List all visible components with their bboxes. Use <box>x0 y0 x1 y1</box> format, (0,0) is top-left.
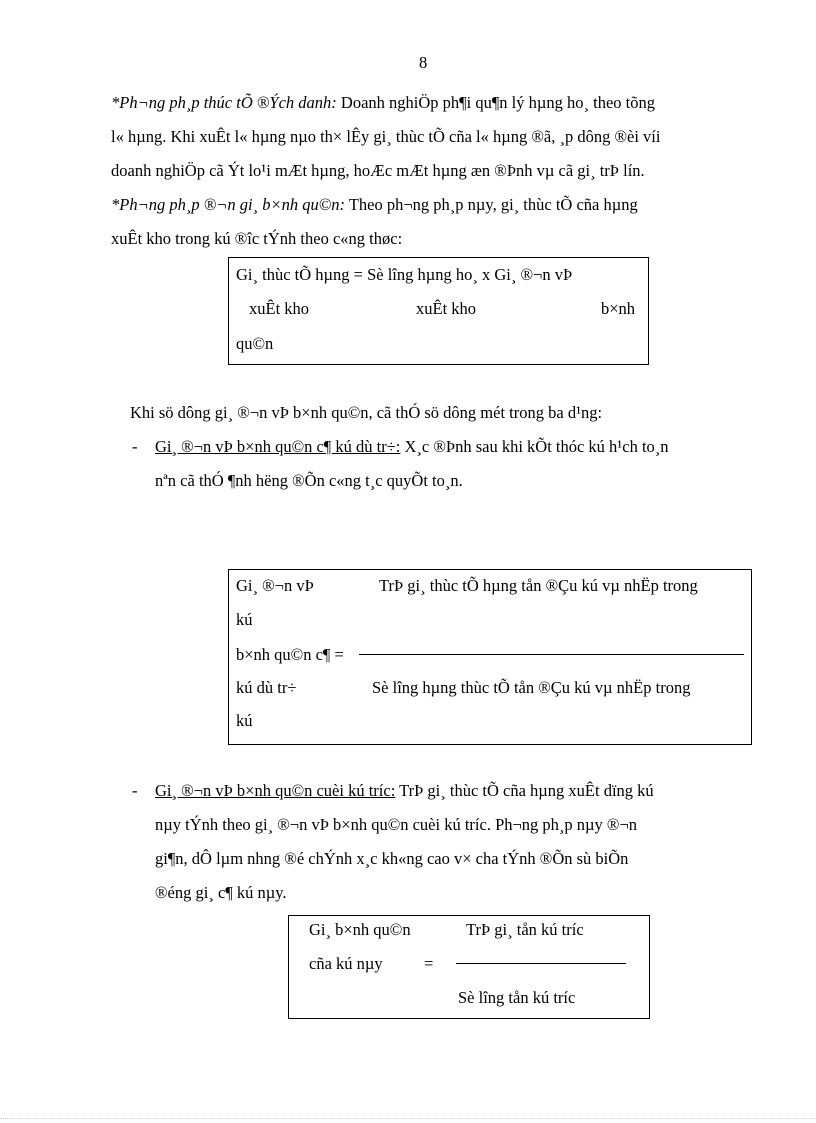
method-heading-specific-id: *Ph¬ng ph¸p thúc tÕ ®Ých danh: <box>111 93 337 112</box>
paragraph-average-price-line1 <box>111 195 638 215</box>
formula-label: xuÊt kho <box>416 299 477 318</box>
page-number: 8 <box>419 53 428 72</box>
formula-label: kú dù tr÷ <box>236 678 297 697</box>
bullet-item-previous-period <box>155 781 654 801</box>
formula-numerator: TrÞ gi¸ tån kú tríc <box>466 920 584 939</box>
method-heading-average-price: *Ph¬ng ph¸p ®¬n gi¸ b×nh qu©n: <box>111 195 345 214</box>
fraction-bar <box>456 963 626 964</box>
bullet-line: gi¶n, dÔ lµm nhng ®é chÝnh x¸c kh«ng cao v× cha tÝnh ®Õn sù biÕn <box>155 849 629 868</box>
paragraph-line: xuÊt kho trong kú ®îc tÝnh theo c«ng thøc: <box>111 229 403 248</box>
equals-sign: = <box>424 954 434 973</box>
formula-row: Gi¸ thùc tÕ hµng = Sè lîng hµng ho¸ x Gi¸ ®¬n vÞ <box>236 265 573 284</box>
formula-label: qu©n <box>236 334 274 353</box>
bullet-text: TrÞ gi¸ thùc tÕ cña hµng xuÊt dïng kú <box>399 781 654 800</box>
paragraph-line: doanh nghiÖp cã Ýt lo¹i mÆt hµng, hoÆc mÆt hµng æn ®Þnh vµ cã gi¸ trÞ lín. <box>111 161 645 180</box>
formula-label: cña kú nµy <box>309 954 383 973</box>
formula-label: Gi¸ ®¬n vÞ <box>236 576 314 595</box>
bullet-line: ®éng gi¸ c¶ kú nµy. <box>155 883 287 902</box>
formula-label: kú <box>236 711 253 730</box>
formula-box-period-average <box>228 569 752 745</box>
bullet-line: nªn cã thÓ ¶nh hëng ®Õn c«ng t¸c quyÕt to¸n. <box>155 471 463 490</box>
paragraph-line: l« hµng. Khi xuÊt l« hµng nµo th× lÊy gi¸ thùc tÕ cña l« hµng ®ã, ¸p dông ®èi víi <box>111 127 661 146</box>
bullet-text: X¸c ®Þnh sau khi kÕt thóc kú h¹ch to¸n <box>404 437 669 456</box>
page-bottom-edge <box>0 1118 816 1119</box>
formula-box-actual-cost <box>228 257 649 365</box>
formula-label: xuÊt kho <box>249 299 310 318</box>
formula-label: Gi¸ b×nh qu©n <box>309 920 411 939</box>
formula-numerator: TrÞ gi¸ thùc tÕ hµng tån ®Çu kú vµ nhËp trong <box>379 576 698 595</box>
formula-denominator: Sè lîng hµng thùc tÕ tån ®Çu kú vµ nhËp trong <box>372 678 691 697</box>
paragraph-specific-id-line1 <box>111 93 655 113</box>
paragraph-text: Doanh nghiÖp ph¶i qu¶n lý hµng ho¸ theo tõng <box>340 93 656 112</box>
bullet-item-period-average <box>155 437 669 457</box>
paragraph-average-forms: Khi sö dông gi¸ ®¬n vÞ b×nh qu©n, cã thÓ sö dông mét trong ba d¹ng: <box>130 403 603 422</box>
fraction-bar <box>359 654 744 655</box>
bullet-dash: - <box>132 437 138 456</box>
formula-label: b×nh <box>601 299 636 318</box>
bullet-line: nµy tÝnh theo gi¸ ®¬n vÞ b×nh qu©n cuèi kú tríc. Ph¬ng ph¸p nµy ®¬n <box>155 815 638 834</box>
bullet-dash: - <box>132 781 138 800</box>
formula-label: kú <box>236 610 253 629</box>
formula-box-previous-period <box>288 915 650 1019</box>
bullet-label: Gi¸ ®¬n vÞ b×nh qu©n cuèi kú tríc: <box>155 781 396 800</box>
paragraph-text: Theo ph¬ng ph¸p nµy, gi¸ thùc tÕ cña hµng <box>348 195 638 214</box>
formula-denominator: Sè lîng tån kú tríc <box>458 988 576 1007</box>
formula-label: b×nh qu©n c¶ = <box>236 645 344 664</box>
bullet-label: Gi¸ ®¬n vÞ b×nh qu©n c¶ kú dù tr÷: <box>155 437 401 456</box>
